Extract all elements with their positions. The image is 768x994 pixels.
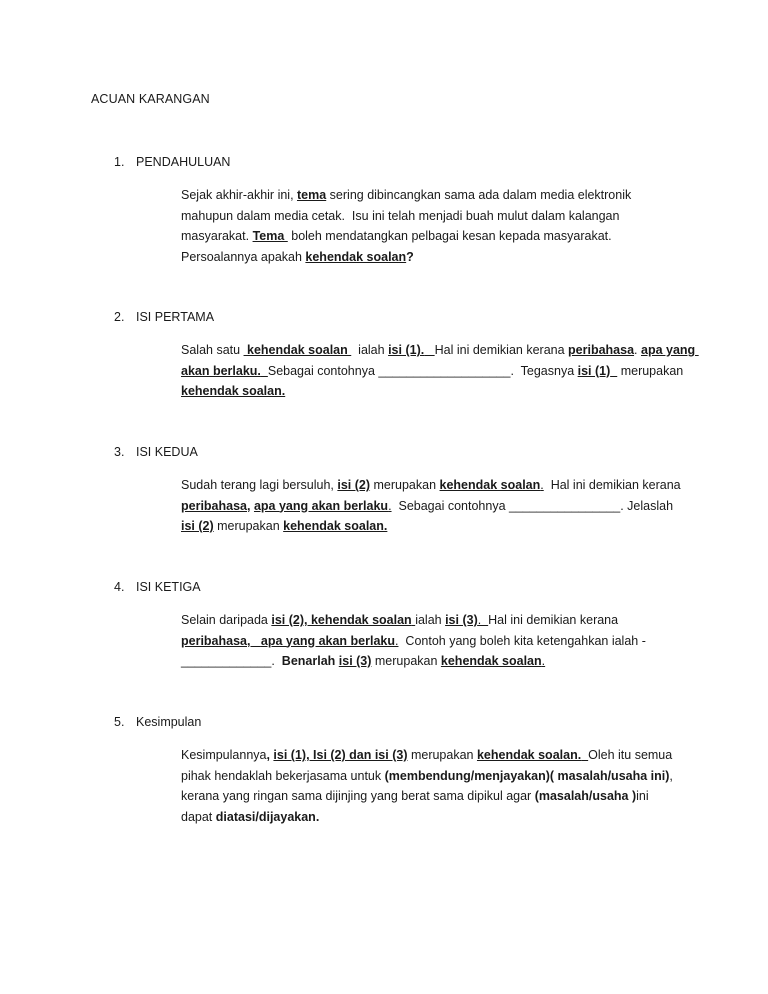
text-run [261, 364, 268, 378]
paragraph-line [181, 247, 696, 268]
text-run: Sebagai contohnya ___________________. Tegasnya [267, 363, 578, 378]
text-run: merupakan [370, 478, 440, 492]
text-run: , [266, 748, 274, 762]
text-run [250, 634, 260, 648]
section-paragraph [181, 610, 696, 672]
text-run: . [541, 654, 546, 668]
section-heading-text: ISI PERTAMA [136, 310, 215, 324]
text-run: Kesimpulannya [181, 748, 267, 762]
text-run: kehendak soalan. [476, 748, 582, 762]
paragraph-line [181, 226, 696, 247]
paragraph-line [181, 631, 696, 652]
text-run: , [669, 768, 673, 783]
text-run: Selain daripada [181, 613, 272, 627]
section-heading [114, 310, 214, 324]
text-run: Sebagai contohnya ________________. Jelaslah [391, 498, 674, 513]
paragraph-line [181, 340, 699, 361]
section-heading [114, 445, 198, 459]
text-run: isi (3) [445, 613, 478, 627]
text-run: mahupun dalam media cetak. Isu ini telah menjadi buah mulut dalam kalangan [181, 208, 620, 223]
document-title: ACUAN KARANGAN [91, 92, 210, 106]
paragraph-line [181, 766, 696, 787]
text-run: ini [636, 789, 649, 803]
text-run: isi (3) [338, 654, 372, 668]
paragraph-line [181, 496, 696, 517]
text-run: boleh mendatangkan pelbagai kesan kepada masyarakat. [287, 229, 612, 243]
section-paragraph [181, 475, 696, 537]
paragraph-line [181, 206, 696, 227]
text-run: tema [297, 188, 327, 202]
text-run: sering dibincangkan sama ada dalam media elektronik [326, 188, 632, 202]
paragraph-line [181, 185, 696, 206]
section-number: 4. [114, 580, 125, 594]
text-run: isi (1), Isi (2) dan isi (3) [273, 748, 408, 762]
text-run: Hal ini demikian kerana [488, 613, 619, 627]
text-run: peribahasa, [181, 633, 251, 648]
text-run: kehendak soalan. [181, 384, 286, 398]
paragraph-line [181, 516, 696, 537]
paragraph-line [181, 651, 696, 672]
section-heading-text: ISI KETIGA [136, 580, 201, 594]
section-paragraph [181, 745, 696, 827]
text-run: _____________. [181, 654, 282, 668]
paragraph-line [181, 745, 696, 766]
text-run: Sejak akhir-akhir ini, [181, 188, 298, 202]
section-heading-text: Kesimpulan [136, 715, 202, 729]
text-run: Salah satu [181, 343, 244, 357]
text-run: isi (1) [577, 363, 611, 378]
text-run: kehendak soalan [440, 654, 542, 668]
text-run: isi (1). [388, 343, 425, 357]
text-run: Tema [252, 229, 288, 243]
text-run: Hal ini demikian kerana [434, 343, 569, 357]
text-run: . [388, 498, 392, 513]
section-number: 5. [114, 715, 125, 729]
text-run: ? [406, 249, 414, 264]
text-run: apa yang akan berlaku [260, 633, 395, 648]
text-run: kehendak soalan [439, 478, 541, 492]
text-run: . [477, 613, 489, 627]
text-run: ialah [351, 343, 389, 357]
text-run: Persoalannya apakah [181, 249, 306, 264]
section-number: 3. [114, 445, 125, 459]
text-run: merupakan [371, 654, 441, 668]
text-run: isi (2), kehendak soalan [271, 613, 412, 627]
paragraph-line [181, 610, 696, 631]
section-heading [114, 715, 201, 729]
paragraph-line [181, 475, 696, 496]
text-run: masyarakat. [181, 229, 253, 243]
paragraph-line [181, 807, 696, 828]
text-run: peribahasa [568, 343, 635, 357]
text-run: Oleh itu semua [588, 748, 673, 762]
text-run: kehendak soalan [305, 249, 407, 264]
text-run: apa yang [641, 343, 699, 357]
section-number: 1. [114, 155, 125, 169]
text-run: peribahasa, [181, 498, 251, 513]
text-run: apa yang akan berlaku [253, 498, 389, 513]
text-run: . [634, 343, 641, 357]
text-run: isi (2) [337, 478, 371, 492]
section-heading-text: ISI KEDUA [136, 445, 198, 459]
text-run: Contoh yang boleh kita ketengahkan ialah - [398, 633, 646, 648]
section-heading-text: PENDAHULUAN [136, 155, 231, 169]
text-run: merupakan [407, 748, 477, 762]
text-run: kehendak soalan. [283, 519, 388, 533]
text-run: (masalah/usaha ) [534, 789, 637, 803]
section-paragraph [181, 185, 696, 267]
text-run: Benarlah [281, 654, 339, 668]
text-run: isi (2) [181, 519, 214, 533]
text-run: diatasi/dijayakan. [215, 809, 320, 824]
paragraph-line [181, 381, 696, 402]
section-heading [114, 580, 201, 594]
text-run: kehendak soalan [243, 343, 352, 357]
text-run: ialah [415, 613, 446, 627]
text-run [424, 343, 434, 357]
text-run: Sudah terang lagi bersuluh, [181, 478, 338, 492]
text-run: merupakan [213, 519, 284, 533]
text-run: merupakan [617, 363, 684, 378]
text-run: pihak hendaklah bekerjasama untuk [181, 768, 385, 783]
text-run: . [540, 478, 544, 492]
section-paragraph [181, 340, 699, 402]
text-run: . [395, 633, 399, 648]
text-run: kerana yang ringan sama dijinjing yang berat sama dipikul agar [181, 789, 535, 803]
text-run: Hal ini demikian kerana [543, 478, 681, 492]
section-number: 2. [114, 310, 125, 324]
section-heading [114, 155, 230, 169]
text-run: dapat [181, 809, 216, 824]
paragraph-line [181, 786, 696, 807]
text-run: (membendung/menjayakan)( masalah/usaha ini) [384, 768, 670, 783]
paragraph-line [181, 361, 696, 382]
text-run: akan berlaku. [181, 363, 261, 378]
